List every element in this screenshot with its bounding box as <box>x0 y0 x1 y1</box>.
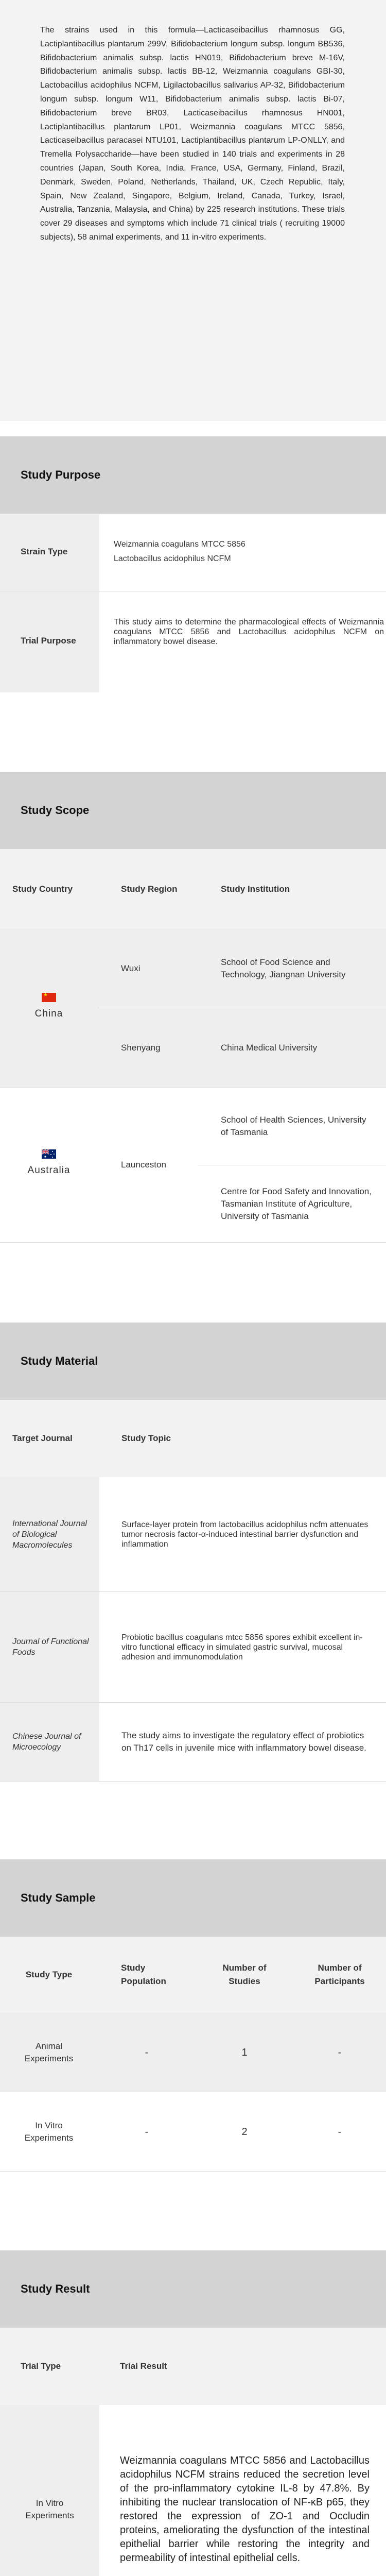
sample-header-population-label: Study Population <box>121 1963 166 1986</box>
journal-name: International Journal of Biological Macromolecules <box>12 1519 87 1550</box>
sample-participants-cell <box>293 2013 386 2092</box>
sample-header-participants-label: Number of Participants <box>314 1963 365 1986</box>
sample-type-cell <box>0 2092 98 2171</box>
study-scope-header <box>0 772 386 849</box>
result-header-type <box>0 2328 99 2405</box>
divider <box>0 1242 386 1243</box>
material-header-topic-label: Study Topic <box>121 1433 171 1443</box>
sample-type: In Vitro Experiments <box>24 2120 74 2143</box>
study-sample-title: Study Sample <box>21 1891 96 1904</box>
result-header-result-label: Trial Result <box>120 2361 167 2371</box>
topic-cell <box>99 1477 386 1591</box>
institution-name: School of Food Science and Technology, Jiangnan University <box>221 957 346 979</box>
australia-flag-icon <box>42 1149 56 1159</box>
sample-header-studies-label: Number of Studies <box>222 1963 267 1986</box>
topic-text: The study aims to investigate the regulatory effect of probiotics on Th17 cells in juvenile mice with inflammatory bowel disease. <box>121 1731 366 1753</box>
country-name: China <box>34 1008 63 1019</box>
strain-item: Weizmannia coagulans MTCC 5856 <box>114 540 245 549</box>
result-text: Weizmannia coagulans MTCC 5856 and Lactobacillus acidophilus NCFM strains reduced the secretion level of the pro-inflammatory cytokine IL-8 by 47.8%. By inhibiting the nuclear translocation of NF-κB p65, they restored the expression of ZO-1 and Occludin proteins, ameliorating the dysfunction of the intestinal epithelial barrier while restoring the integrity and permeability of intestinal epithelial cells. <box>120 2455 370 2564</box>
sample-participants: - <box>338 2046 342 2058</box>
institution-cell <box>198 1008 386 1087</box>
region-name: Launceston <box>121 1160 166 1170</box>
strain-type-value-cell <box>99 514 386 591</box>
sample-studies: 1 <box>241 2046 248 2058</box>
region-cell <box>98 1008 198 1087</box>
journal-name: Journal of Functional Foods <box>12 1637 89 1657</box>
journal-name: Chinese Journal of Microecology <box>12 1732 81 1752</box>
sample-header-participants <box>293 1937 386 2013</box>
sample-population-cell <box>98 2013 196 2092</box>
sample-studies-cell <box>196 2092 293 2171</box>
sample-header-type <box>0 1937 98 2013</box>
study-sample-header <box>0 1859 386 1937</box>
sample-header-type-label: Study Type <box>25 1970 73 1979</box>
topic-cell <box>99 1592 386 1702</box>
sample-studies-cell <box>196 2013 293 2092</box>
institution-cell <box>198 929 386 1008</box>
intro-text: The strains used in this formula—Lacticaseibacillus rhamnosus GG, Lactiplantibacillus plantarum 299V, Bifidobacterium longum subsp. longum BB536, Bifidobacterium animalis subsp. lactis HN019, Bifidobacterium breve M-16V, Bifidobacterium animalis subsp. lactis BB-12, Weizmannia coagulans GBI-30, Lactobacillus acidophilus NCFM, Ligilactobacillus salivarius AP-32, Bifidobacterium longum subsp. longum W11, Bifidobacterium animalis subsp. lactis Bi-07, Bifidobacterium breve BR03, Lacticaseibacillus rhamnosus HN001, Lactiplantibacillus plantarum LP01, Weizmannia coagulans MTCC 5856, Lacticaseibacillus paracasei NTU101, Lactiplantibacillus plantarum LP-ONLLY, and Tremella Polysaccharide—have been studied in 140 trials and experiments in 28 countries (Japan, South Korea, India, France, USA, Germany, Finland, Brazil, Denmark, Sweden, Poland, Netherlands, Thailand, UK, Czech Republic, Italy, Spain, New Zealand, Singapore, Belgium, Ireland, Canada, Turkey, Israel, Australia, Tanzania, Malaysia, and China) by 225 research institutions. These trials cover 29 diseases and symptoms which include 71 clinical trials ( recruiting 19000 subjects), 58 animal experiments, and 11 in-vitro experiments. <box>40 26 345 242</box>
study-material-header <box>0 1323 386 1400</box>
divider <box>0 2171 386 2172</box>
topic-cell <box>99 1703 386 1781</box>
institution-cell <box>198 1165 386 1242</box>
china-flag-icon: ★ <box>42 993 56 1002</box>
scope-header-region <box>98 849 198 929</box>
result-type-cell <box>0 2405 99 2576</box>
institution-cell <box>198 1088 386 1165</box>
scope-header-region-label: Study Region <box>121 884 178 894</box>
region-cell <box>98 929 198 1008</box>
institution-name: School of Health Sciences, University of Tasmania <box>221 1115 366 1137</box>
sample-studies: 2 <box>241 2126 248 2138</box>
journal-cell <box>0 1703 99 1781</box>
sample-participants: - <box>338 2126 342 2138</box>
intro-section <box>0 0 386 421</box>
sample-population-cell <box>98 2092 196 2171</box>
study-scope-title: Study Scope <box>21 804 90 817</box>
study-purpose-header <box>0 436 386 514</box>
scope-header-institution <box>198 849 386 929</box>
topic-text: Surface-layer protein from lactobacillus acidophilus ncfm attenuates tumor necrosis factor-α-induced intestinal barrier dysfunction and inflammation <box>121 1520 369 1549</box>
region-name: Wuxi <box>121 963 141 973</box>
sample-population: - <box>145 2126 149 2138</box>
strain-item: Lactobacillus acidophilus NCFM <box>114 554 231 563</box>
country-cell-china <box>0 929 98 1087</box>
sample-header-studies <box>196 1937 293 2013</box>
institution-name: China Medical University <box>221 1042 318 1053</box>
scope-header-country <box>0 849 98 929</box>
scope-header-country-label: Study Country <box>12 884 73 894</box>
study-material-title: Study Material <box>21 1354 98 1367</box>
result-text-cell <box>99 2405 386 2576</box>
sample-population: - <box>145 2046 149 2058</box>
strain-type-label: Strain Type <box>21 547 68 556</box>
study-purpose-title: Study Purpose <box>21 468 101 481</box>
material-header-journal <box>0 1400 99 1477</box>
divider <box>0 1781 386 1782</box>
institution-name: Centre for Food Safety and Innovation, Tasmanian Institute of Agriculture, University of Tasmania <box>221 1186 372 1221</box>
journal-cell <box>0 1477 99 1591</box>
result-header-result <box>99 2328 386 2405</box>
material-header-journal-label: Target Journal <box>12 1433 73 1443</box>
strain-type-label-cell <box>0 514 99 591</box>
region-cell <box>98 1088 198 1242</box>
topic-text: Probiotic bacillus coagulans mtcc 5856 spores exhibit excellent in-vitro functional efficacy in simulated gastric survival, mucosal adhesion and immunomodulation <box>121 1633 363 1662</box>
study-result-header <box>0 2250 386 2328</box>
result-header-type-label: Trial Type <box>21 2361 61 2371</box>
scope-header-institution-label: Study Institution <box>221 884 290 894</box>
region-name: Shenyang <box>121 1042 161 1053</box>
material-header-topic <box>99 1400 386 1477</box>
country-name: Australia <box>27 1165 71 1176</box>
trial-purpose-label: Trial Purpose <box>21 636 76 646</box>
trial-purpose-value-cell <box>99 591 386 692</box>
sample-type-cell <box>0 2013 98 2092</box>
trial-purpose-text: This study aims to determine the pharmacological effects of Weizmannia coagulans MTCC 5856 and Lactobacillus acidophilus NCFM on inflammatory bowel disease. <box>114 618 384 646</box>
sample-header-population <box>98 1937 196 2013</box>
country-cell-australia <box>0 1088 98 1242</box>
sample-type: Animal Experiments <box>24 2041 74 2063</box>
result-type: In Vitro Experiments <box>25 2498 74 2520</box>
study-result-title: Study Result <box>21 2282 90 2295</box>
trial-purpose-label-cell <box>0 591 99 692</box>
journal-cell <box>0 1592 99 1702</box>
sample-participants-cell <box>293 2092 386 2171</box>
